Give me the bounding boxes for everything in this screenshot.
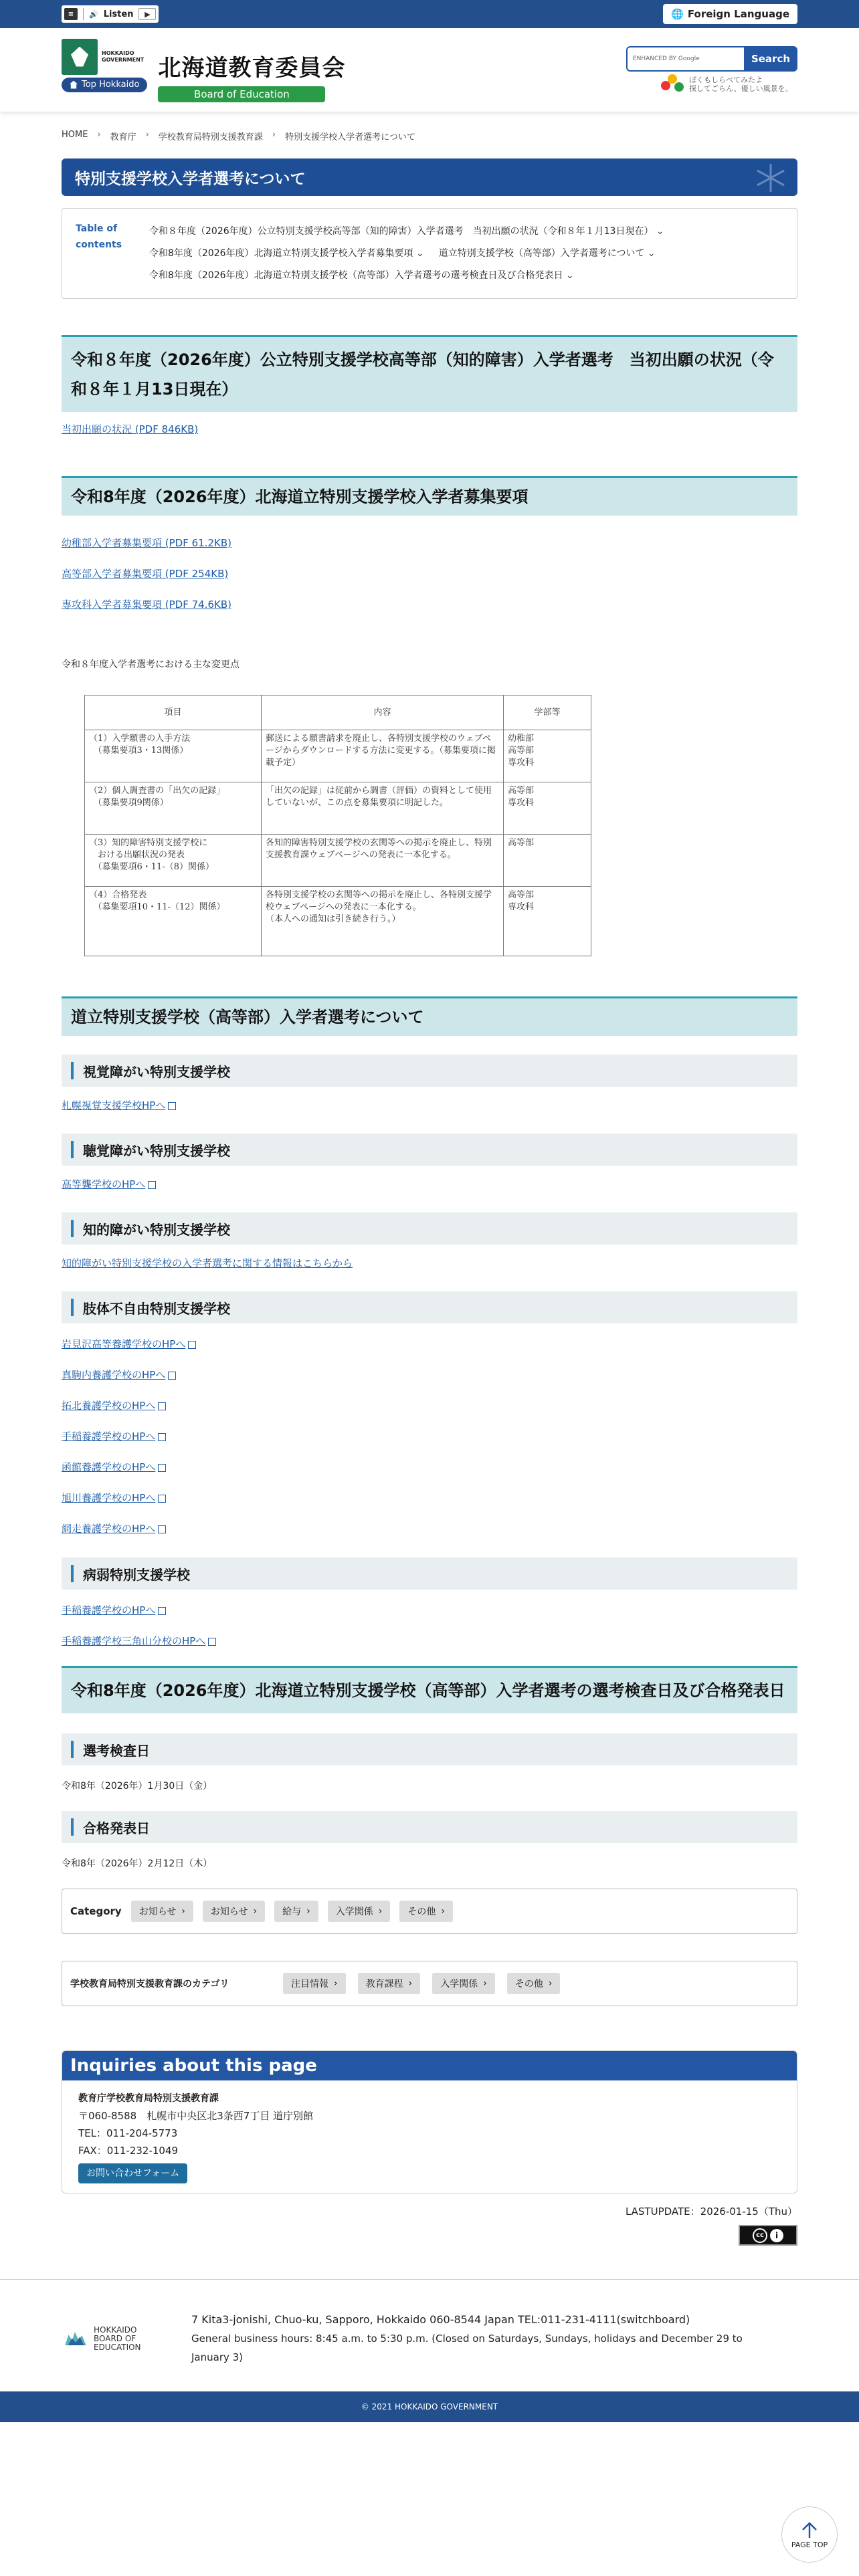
change-note: 令和８年度入学者選考における主な変更点 — [62, 659, 240, 670]
table-cell: 郵送による願書請求を廃止し、各特別支援学校のウェブページからダウンロードする方法に変更する。（募集要項に掲載予定） — [262, 730, 504, 782]
external-link-icon — [158, 1402, 166, 1410]
search-input[interactable] — [626, 46, 744, 72]
creative-commons-icon[interactable]: cc i — [739, 2225, 797, 2246]
board-name: 北海道教育委員会 — [158, 54, 346, 82]
pdf-link[interactable]: 当初出願の状況 (PDF 846KB) — [62, 423, 199, 435]
table-header: 内容 — [262, 695, 504, 730]
copyright-bar — [0, 2391, 859, 2422]
foreign-language-button[interactable] — [663, 4, 797, 24]
exam-date: 令和8年（2026年）1月30日（金） — [62, 1781, 213, 1792]
category-tag[interactable]: 給与 › — [274, 1901, 318, 1922]
result-date: 令和8年（2026年）2月12日（木） — [62, 1858, 213, 1869]
category-label: Category — [70, 1905, 122, 1917]
table-cell: （2）個人調査書の「出欠の記録」 （募集要項9関係） — [85, 782, 262, 835]
table-cell: 各知的障害特別支援学校の玄関等への掲示を廃止し、特別支援教育課ウェブページへの発表に一本化する。 — [262, 835, 504, 887]
school-link[interactable]: 網走養護学校のHPへ — [62, 1523, 156, 1535]
section-heading: 令和8年度（2026年度）北海道立特別支援学校（高等部）入学者選考の選考検査日及び合格発表日 — [62, 1666, 797, 1713]
table-cell: 高等部 専攻科 — [504, 782, 591, 835]
page-top-button[interactable] — [781, 2506, 838, 2563]
breadcrumb-separator: › — [145, 130, 149, 140]
search-placeholder: ENHANCED BY Google — [633, 56, 700, 62]
subsection-heading — [62, 1733, 797, 1765]
subsection-heading-text: 視覚障がい特別支援学校 — [83, 1063, 230, 1080]
top-hokkaido-label: Top Hokkaido — [82, 80, 140, 90]
breadcrumb-division[interactable]: 学校教育局特別支援教育課 — [158, 132, 263, 142]
site-logo[interactable] — [62, 39, 345, 102]
subsection-heading-text: 知的障がい特別支援学校 — [83, 1221, 230, 1238]
subsection-heading — [62, 1134, 797, 1166]
breadcrumb-current: 特別支援学校入学者選考について — [285, 132, 415, 142]
play-icon[interactable]: ▶ — [138, 8, 156, 20]
inquiry-heading: Inquiries about this page — [62, 2051, 797, 2080]
category-tag[interactable]: その他 › — [507, 1973, 561, 1994]
snowflake-icon — [751, 163, 791, 193]
external-link-icon — [148, 1181, 156, 1189]
board-logo-icon — [62, 2322, 90, 2355]
external-link-icon — [158, 1433, 166, 1441]
toc-item[interactable]: 令和8年度（2026年度）北海道立特別支援学校（高等部）入学者選考の選考検査日及び合格発表日 ⌄ — [149, 265, 574, 287]
foreign-language-label: Foreign Language — [687, 8, 789, 20]
school-link[interactable]: 真駒内養護学校のHPへ — [62, 1369, 166, 1381]
school-link[interactable]: 拓北養護学校のHPへ — [62, 1400, 156, 1412]
section-heading: 令和８年度（2026年度）公立特別支援学校高等部（知的障害）入学者選考 当初出願の状況（令和８年１月13日現在） — [62, 335, 797, 412]
external-link-icon — [158, 1464, 166, 1472]
table-cell: 高等部 専攻科 — [504, 887, 591, 956]
category-tag[interactable]: 入学関係 › — [328, 1901, 391, 1922]
search-button[interactable]: Search — [744, 46, 797, 72]
table-cell: 「出欠の記録」は従前から調書（評価）の資料として使用していないが、この点を募集要項に明記した。 — [262, 782, 504, 835]
promo-banner[interactable] — [661, 74, 795, 94]
table-row — [85, 782, 591, 835]
table-cell: （3）知的障害特別支援学校に おける出願状況の発表 （募集要項6・11-（8）関係） — [85, 835, 262, 887]
top-bar — [0, 0, 859, 28]
footer-logo-text: HOKKAIDO BOARD OF EDUCATION — [93, 2325, 141, 2352]
table-cell: 高等部 — [504, 835, 591, 887]
subsection-heading-text: 選考検査日 — [83, 1742, 150, 1759]
page-title-text: 特別支援学校入学者選考について — [75, 170, 306, 188]
divider — [83, 8, 84, 20]
category-tag[interactable]: 注目情報 › — [283, 1973, 346, 1994]
arrow-up-icon — [799, 2520, 820, 2541]
school-link[interactable]: 函館養護学校のHPへ — [62, 1461, 156, 1473]
subsection-heading-text: 合格発表日 — [83, 1820, 150, 1836]
table-row — [85, 835, 591, 887]
school-link[interactable]: 旭川養護学校のHPへ — [62, 1492, 156, 1504]
table-header: 項目 — [85, 695, 262, 730]
section-heading: 令和8年度（2026年度）北海道立特別支援学校入学者募集要項 — [62, 476, 797, 516]
table-cell: 幼稚部 高等部 専攻科 — [504, 730, 591, 782]
pdf-link[interactable]: 専攻科入学者募集要項 (PDF 74.6KB) — [62, 599, 231, 611]
table-cell: （1）入学願書の入手方法 （募集要項3・13関係） — [85, 730, 262, 782]
toc-item[interactable]: 令和８年度（2026年度）公立特別支援学校高等部（知的障害）入学者選考 当初出願の状況（令和８年１月13日現在） ⌄ — [149, 221, 664, 243]
external-link-icon — [158, 1525, 166, 1533]
board-en: Board of Education — [158, 86, 325, 102]
division-category-label: 学校教育局特別支援教育課のカテゴリ — [70, 1979, 229, 1990]
external-link-icon — [168, 1102, 176, 1110]
subsection-heading — [62, 1558, 797, 1590]
speaker-icon: 🔊 — [89, 9, 98, 19]
gov-label: HOKKAIDO GOVERNMENT — [102, 49, 145, 63]
school-link[interactable]: 岩見沢高等養護学校のHPへ — [62, 1338, 186, 1350]
globe-icon: 🌐 — [671, 8, 684, 20]
inquiry-form-button[interactable]: お問い合わせフォーム — [78, 2163, 187, 2183]
table-header: 学部等 — [504, 695, 591, 730]
pdf-link[interactable]: 幼稚部入学者募集要項 (PDF 61.2KB) — [62, 537, 231, 549]
footer-hours: General business hours: 8:45 a.m. to 5:30 p.m. (Closed on Saturdays, Sundays, holidays and December 29 to January 3) — [191, 2333, 743, 2363]
table-row — [85, 730, 591, 782]
breadcrumb-separator: › — [97, 130, 101, 140]
subsection-heading-text: 病弱特別支援学校 — [83, 1566, 190, 1583]
category-tag[interactable]: 入学関係 › — [432, 1973, 495, 1994]
table-of-contents — [62, 208, 797, 299]
school-link[interactable]: 知的障がい特別支援学校の入学者選考に関する情報はこちらから — [62, 1257, 353, 1269]
inquiry-box — [62, 2050, 797, 2193]
banner-text: ぼくもしらべてみたよ 探してごらん、優しい風景を。 — [689, 76, 793, 93]
site-footer — [0, 2279, 859, 2391]
breadcrumb-kyoikucho[interactable]: 教育庁 — [110, 132, 136, 142]
listen-widget[interactable] — [62, 5, 159, 23]
subsection-heading — [62, 1055, 797, 1087]
pdf-link[interactable]: 高等部入学者募集要項 (PDF 254KB) — [62, 568, 229, 580]
external-link-icon — [158, 1495, 166, 1503]
listen-label: Listen — [103, 9, 134, 19]
home-icon — [70, 81, 78, 89]
breadcrumb — [62, 112, 797, 142]
page-top-label: PAGE TOP — [791, 2540, 828, 2549]
inquiry-tel: TEL：011-204-5773 — [78, 2127, 178, 2139]
subsection-heading — [62, 1291, 797, 1323]
subsection-heading — [62, 1811, 797, 1843]
category-box — [62, 1889, 797, 1934]
footer-logo[interactable] — [62, 2311, 166, 2367]
breadcrumb-home[interactable]: HOME — [62, 130, 88, 140]
hearts-icon — [661, 74, 685, 94]
inquiry-address: 〒060-8588 札幌市中央区北3条西7丁目 道庁別館 — [78, 2110, 314, 2122]
school-link[interactable]: 手稲養護学校三角山分校のHPへ — [62, 1635, 206, 1647]
menu-icon[interactable]: ≡ — [64, 8, 78, 20]
category-tag[interactable]: お知らせ › — [131, 1901, 193, 1922]
external-link-icon — [188, 1341, 196, 1349]
external-link-icon — [158, 1607, 166, 1615]
hokkaido-logo-icon — [62, 39, 98, 75]
inquiry-fax: FAX：011-232-1049 — [78, 2145, 179, 2157]
top-hokkaido-link[interactable] — [62, 78, 147, 92]
external-link-icon — [208, 1638, 216, 1646]
division-category-box — [62, 1961, 797, 2006]
last-update: LASTUPDATE：2026-01-15（Thu） — [625, 2206, 797, 2218]
section-heading: 道立特別支援学校（高等部）入学者選考について — [62, 996, 797, 1036]
table-header-row — [85, 695, 591, 730]
category-tag[interactable]: お知らせ › — [203, 1901, 265, 1922]
toc-label: Table of contents — [76, 223, 122, 250]
category-tag[interactable]: 教育課程 › — [358, 1973, 421, 1994]
copyright-text: © 2021 HOKKAIDO GOVERNMENT — [361, 2402, 498, 2411]
school-link[interactable]: 手稲養護学校のHPへ — [62, 1604, 156, 1616]
school-link[interactable]: 札幌視覚支援学校HPへ — [62, 1099, 166, 1111]
inquiry-dept: 教育庁学校教育局特別支援教育課 — [78, 2093, 219, 2104]
table-cell: （4）合格発表 （募集要項10・11-（12）関係） — [85, 887, 262, 956]
toc-item[interactable]: 令和8年度（2026年度）北海道立特別支援学校入学者募集要項 ⌄ — [149, 243, 424, 265]
school-link[interactable]: 高等聾学校のHPへ — [62, 1178, 146, 1190]
subsection-heading-text: 肢体不自由特別支援学校 — [83, 1300, 230, 1317]
school-link[interactable]: 手稲養護学校のHPへ — [62, 1430, 156, 1442]
toc-item[interactable]: 道立特別支援学校（高等部）入学者選考について ⌄ — [439, 243, 656, 265]
subsection-heading-text: 聴覚障がい特別支援学校 — [83, 1142, 230, 1159]
changes-table — [84, 695, 591, 956]
footer-address: 7 Kita3-jonishi, Chuo-ku, Sapporo, Hokkaido 060-8544 Japan TEL:011-231-4111(switchboard) — [191, 2313, 690, 2326]
table-row — [85, 887, 591, 956]
subsection-heading — [62, 1212, 797, 1245]
site-header — [0, 28, 859, 112]
breadcrumb-separator: › — [272, 130, 276, 140]
external-link-icon — [168, 1372, 176, 1380]
table-cell: 各特別支援学校の玄関等への掲示を廃止し、各特別支援学校ウェブページへの発表に一本化する。 （本人への通知は引き続き行う。） — [262, 887, 504, 956]
site-search — [626, 46, 797, 72]
page-title — [62, 158, 797, 196]
category-tag[interactable]: その他 › — [399, 1901, 453, 1922]
